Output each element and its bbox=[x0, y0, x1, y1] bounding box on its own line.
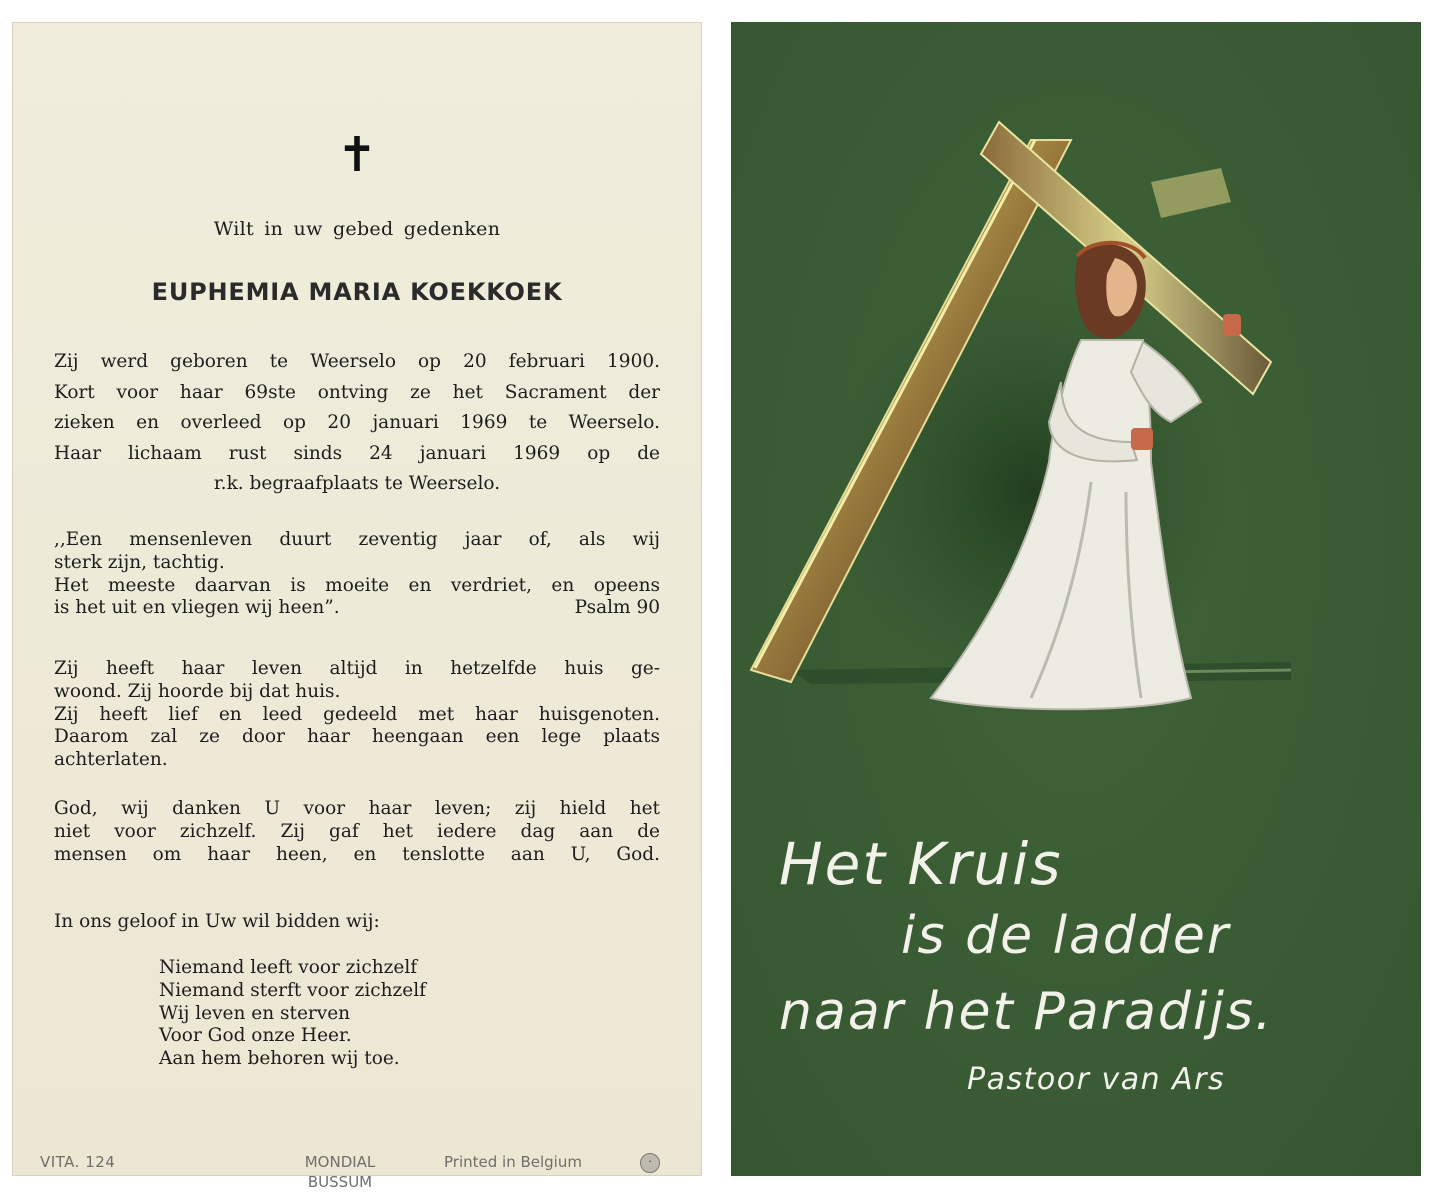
crossbar-top bbox=[1151, 168, 1231, 218]
house-line: Zij heeft lief en leed gedeeld met haar huisgenoten. bbox=[54, 703, 660, 725]
intro-line: Wilt in uw gebed gedenken bbox=[213, 218, 501, 240]
prayer-verse bbox=[159, 957, 426, 1071]
house-line: Daarom zal ze door haar heengaan een lege plaats bbox=[54, 726, 660, 748]
biography-paragraph bbox=[54, 347, 660, 500]
verse-line: Niemand leeft voor zichzelf bbox=[159, 957, 418, 978]
psalm-quote-paragraph bbox=[54, 529, 660, 620]
quote-line-2: is de ladder bbox=[901, 906, 1231, 966]
bio-line: Zij werd geboren te Weerselo op 20 februari 1900. bbox=[54, 351, 660, 372]
thanks-line: God, wij danken U voor haar leven; zij hield het bbox=[54, 798, 660, 819]
hand bbox=[1223, 314, 1241, 336]
cross-icon: ✝ bbox=[336, 127, 378, 183]
psalm-line: is het uit en vliegen wij heen”. bbox=[54, 597, 340, 619]
prayer-intro bbox=[54, 911, 660, 934]
thanks-line: niet voor zichzelf. Zij gaf het iedere dag aan de bbox=[54, 820, 660, 842]
quote-line-3: naar het Paradijs. bbox=[779, 982, 1274, 1042]
house-line: achterlaten. bbox=[54, 749, 168, 771]
psalm-reference: Psalm 90 bbox=[574, 597, 660, 619]
printer-seal-icon: · bbox=[640, 1153, 660, 1173]
thanks-line: mensen om haar heen, en tenslotte aan U, God. bbox=[54, 843, 660, 865]
memorial-card-text-side bbox=[12, 22, 702, 1191]
publisher-city: BUSSUM bbox=[307, 1173, 373, 1191]
psalm-line: Het meeste daarvan is moeite en verdriet, en opeens bbox=[54, 574, 660, 596]
christ-carrying-cross-illustration bbox=[731, 22, 1421, 822]
house-line: Zij heeft haar leven altijd in hetzelfde huis ge- bbox=[54, 658, 660, 679]
prayer-intro-line: In ons geloof in Uw wil bidden wij: bbox=[54, 911, 380, 932]
bio-line: Haar lichaam rust sinds 24 januari 1969 op de bbox=[54, 442, 660, 464]
verse-line: Niemand sterft voor zichzelf bbox=[159, 979, 426, 1001]
deceased-name: EUPHEMIA MARIA KOEKKOEK bbox=[151, 278, 563, 306]
memorial-card-picture-side bbox=[731, 22, 1421, 1176]
house-paragraph bbox=[54, 658, 660, 772]
verse-line: Aan hem behoren wij toe. bbox=[159, 1048, 400, 1070]
verse-line: Wij leven en sterven bbox=[159, 1002, 351, 1024]
hand bbox=[1131, 428, 1153, 450]
series-number: VITA. 124 bbox=[40, 1153, 116, 1171]
quote-author: Pastoor van Ars bbox=[967, 1062, 1226, 1097]
psalm-line: ,,Een mensenleven duurt zeventig jaar of, als wij bbox=[54, 529, 660, 550]
printed-in: Printed in Belgium bbox=[444, 1153, 582, 1171]
publisher-name: MONDIAL bbox=[304, 1153, 376, 1171]
thanks-paragraph bbox=[54, 798, 660, 866]
publisher bbox=[280, 1152, 400, 1192]
bio-line: zieken en overleed op 20 januari 1969 te Weerselo. bbox=[54, 412, 660, 433]
bio-line: r.k. begraafplaats te Weerselo. bbox=[213, 473, 501, 494]
bio-line: Kort voor haar 69ste ontving ze het Sacrament der bbox=[54, 381, 660, 403]
house-line: woond. Zij hoorde bij dat huis. bbox=[54, 680, 341, 702]
quote-line-1: Het Kruis bbox=[779, 830, 1063, 898]
verse-line: Voor God onze Heer. bbox=[159, 1025, 352, 1047]
psalm-line: sterk zijn, tachtig. bbox=[54, 551, 225, 573]
psalm-last-row bbox=[54, 597, 660, 620]
